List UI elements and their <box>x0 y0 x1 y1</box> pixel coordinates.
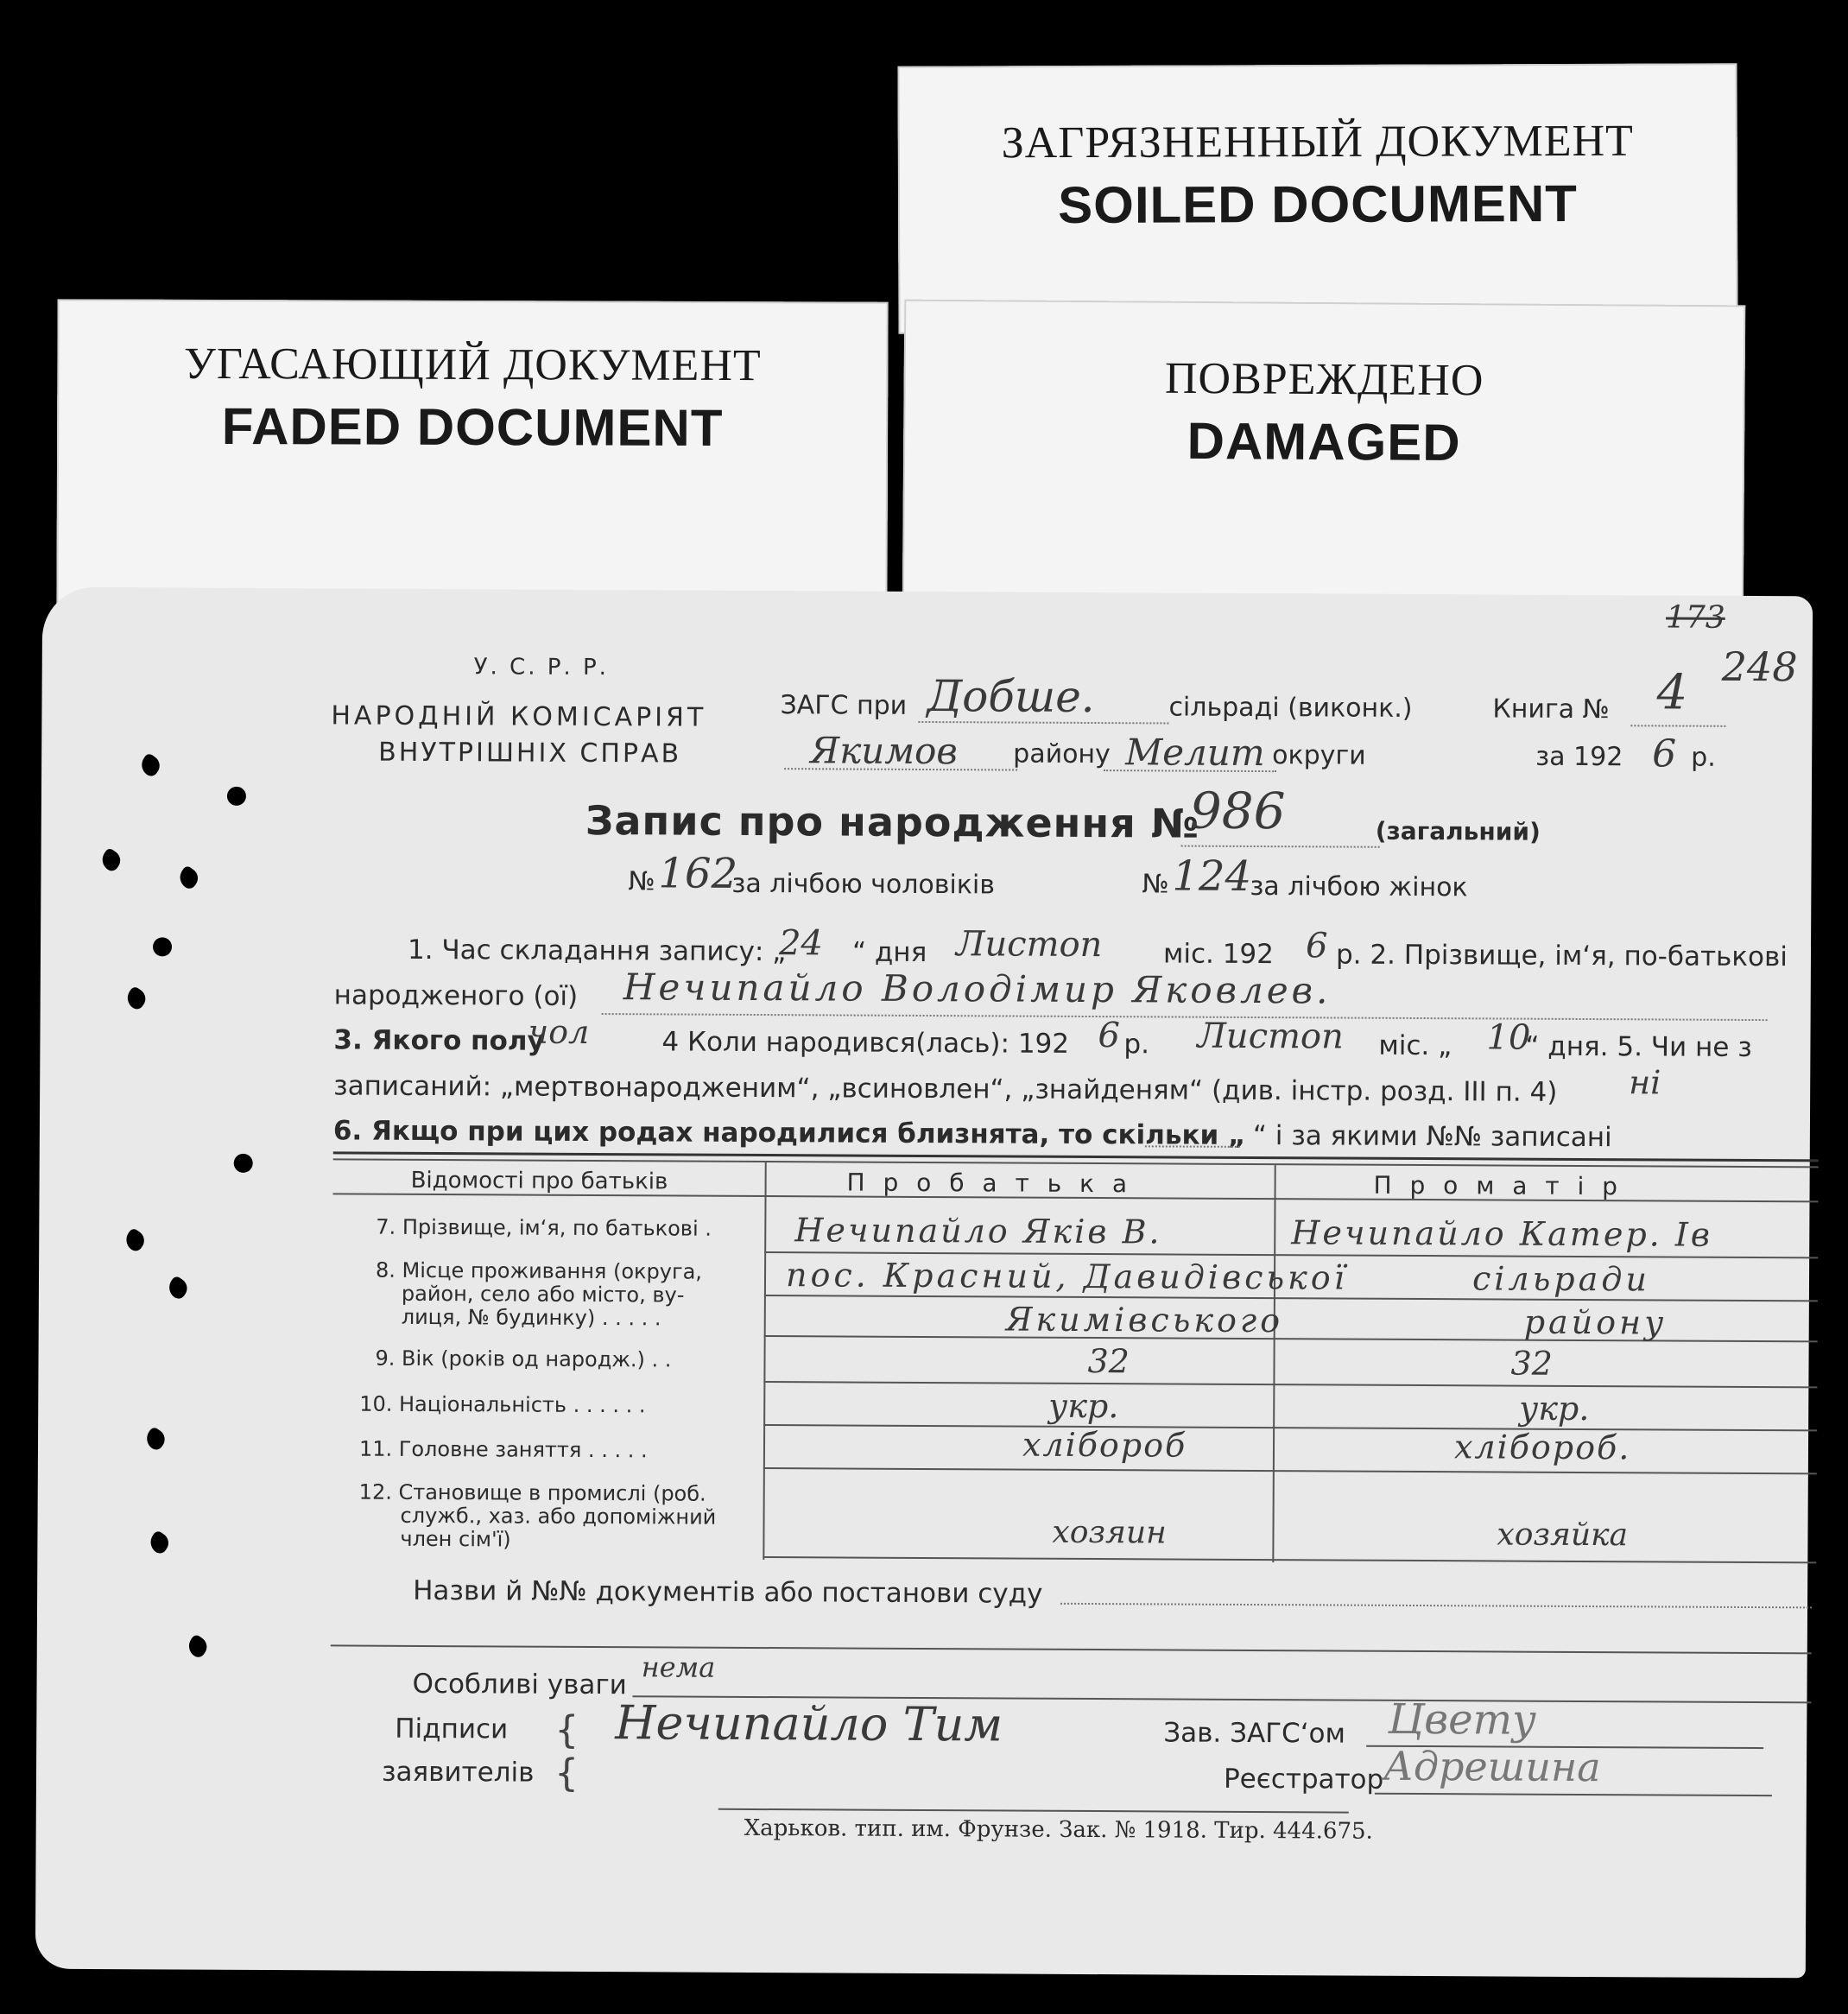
documents-blank <box>1060 1603 1812 1609</box>
father-residence-handwritten: пос. Красний, Давидівської <box>785 1256 1348 1297</box>
punch-hole <box>122 1227 149 1254</box>
punch-hole <box>227 787 246 806</box>
row-label-status-3: член сім'ї) <box>400 1526 511 1552</box>
signatures-label: Підписи <box>395 1713 509 1745</box>
male-count-handwritten: 162 <box>658 849 738 898</box>
documents-label: Назви й №№ документів або постанови суду <box>413 1574 1043 1610</box>
punch-hole <box>142 1426 169 1453</box>
soiled-document-label <box>897 63 1737 333</box>
zags-label: ЗАГС при <box>780 690 908 721</box>
father-name-handwritten: Нечипайло Яків В. <box>794 1211 1162 1251</box>
mother-nationality-handwritten: укр. <box>1519 1389 1590 1428</box>
table-header-father: П р о б а т ь к а <box>846 1168 1133 1199</box>
row-label-residence-2: район, село або місто, ву- <box>401 1281 685 1308</box>
birth-record-form <box>35 587 1813 1979</box>
archive-mark-top: 173 <box>1665 599 1725 636</box>
village-council-label: сільраді (виконк.) <box>1168 692 1413 724</box>
book-blank <box>1630 725 1725 727</box>
record-title: Запис про народження № <box>585 796 1200 847</box>
registration-type-handwritten: ні <box>1629 1063 1661 1102</box>
field-4-label: 4 Коли народився(лась): 192 <box>661 1026 1070 1060</box>
punch-hole <box>184 1633 211 1660</box>
punch-hole <box>137 752 164 779</box>
father-nationality-handwritten: укр. <box>1048 1386 1119 1426</box>
damaged-label-en: DAMAGED <box>1187 411 1461 472</box>
brace: { <box>554 1751 579 1796</box>
punch-hole <box>165 1275 192 1302</box>
row-rule <box>763 1381 1817 1388</box>
book-label: Книга № <box>1492 694 1610 725</box>
row-label-status-2: служб., хаз. або допоміжний <box>400 1503 717 1530</box>
row-label-residence: 8. Місце проживання (округа, <box>375 1257 703 1284</box>
birth-day-handwritten: 10 <box>1486 1017 1531 1058</box>
female-count-no: № <box>1142 869 1169 900</box>
punch-hole <box>146 1530 173 1556</box>
record-year-handwritten: 6 <box>1305 926 1328 966</box>
father-age-handwritten: 32 <box>1087 1341 1130 1381</box>
printer-rule <box>718 1808 1349 1814</box>
row-label-status: 12. Становище в промислі (роб. <box>358 1479 706 1506</box>
punch-hole <box>98 847 124 874</box>
newborn-blank <box>602 1013 1768 1021</box>
row-label-occupation: 11. Головне заняття . . . . . <box>358 1436 648 1463</box>
faded-label-ru: УГАСАЮЩИЙ ДОКУМЕНТ <box>183 339 762 391</box>
general-label: (загальний) <box>1375 816 1541 846</box>
newborn-label: народженого (ої) <box>333 979 579 1012</box>
okrug-label: округи <box>1272 740 1366 771</box>
mother-occupation-handwritten: хлібороб. <box>1453 1428 1631 1467</box>
table-col-divider-1 <box>763 1162 766 1560</box>
ussr-header: У. С. Р. Р. <box>473 654 610 681</box>
newborn-name-handwritten: Нечипайло Володімир Яковлев. <box>623 966 1332 1012</box>
book-number-handwritten: 4 <box>1656 664 1688 721</box>
father-occupation-handwritten: хлібороб <box>1022 1425 1187 1465</box>
table-col-divider-2 <box>1272 1165 1275 1562</box>
applicants-label: заявителів <box>381 1756 535 1789</box>
punch-hole <box>175 864 202 891</box>
zags-blank <box>918 721 1168 725</box>
twins-numbers-label: “ і за якими №№ записані <box>1252 1119 1612 1154</box>
row-rule <box>763 1467 1817 1474</box>
registrar-label: Реєстратор <box>1223 1763 1384 1796</box>
registration-type-label: записаний: „мертвонародженим“, „всиновлен“, „знайденям“ (див. інстр. розд. III п. 4) <box>333 1070 1558 1108</box>
birth-month-handwritten: Листоп <box>1197 1016 1344 1057</box>
birth-year-handwritten: 6 <box>1098 1016 1121 1056</box>
special-notes-label: Особливі уваги <box>412 1668 627 1701</box>
field-1-day: “ дня <box>851 936 927 969</box>
mother-age-handwritten: 32 <box>1510 1344 1553 1383</box>
brace: { <box>554 1707 579 1752</box>
zags-head-label: Зав. ЗАГС‘ом <box>1163 1717 1346 1750</box>
female-count-handwritten: 124 <box>1172 852 1252 901</box>
record-month-handwritten: Листоп <box>955 924 1103 966</box>
commissariat-header: НАРОДНІЙ КОМІСАРІЯТ <box>331 700 707 733</box>
birth-month-label: міс. „ <box>1378 1029 1452 1062</box>
record-day-handwritten: 24 <box>778 923 824 964</box>
field-3-label: 3. Якого полу <box>333 1024 545 1057</box>
male-count-no: № <box>628 866 655 897</box>
record-number-blank <box>1181 846 1380 848</box>
okrug-handwritten: Мелит <box>1125 731 1265 775</box>
year-label: за 192 <box>1535 741 1623 773</box>
year-handwritten: 6 <box>1652 732 1677 776</box>
table-header-parents: Відомості про батьків <box>410 1167 668 1195</box>
father-status-handwritten: хозяин <box>1052 1514 1167 1551</box>
archive-mark-number: 248 <box>1721 643 1798 691</box>
punch-hole <box>123 985 149 1012</box>
registrar-signature: Адрешина <box>1383 1742 1601 1791</box>
applicant-signature: Нечипайло Тим <box>615 1695 1003 1752</box>
record-number-handwritten: 986 <box>1189 781 1286 841</box>
female-count-label: за лічбою жінок <box>1250 871 1468 903</box>
sex-handwritten: чол <box>528 1012 590 1051</box>
row-label-name: 7. Прізвище, ім‘я, по батькові . <box>376 1214 712 1241</box>
mother-residence-handwritten: сільради <box>1471 1259 1651 1299</box>
birth-year-suffix: р. <box>1123 1029 1150 1061</box>
soiled-label-ru: ЗАГРЯЗНЕННЫЙ ДОКУМЕНТ <box>1001 116 1634 168</box>
male-count-label: за лічбою чоловіків <box>731 868 996 901</box>
father-district-handwritten: Якимівського <box>1005 1300 1284 1340</box>
printer-imprint: Харьков. тип. им. Фрунзе. Зак. № 1918. Тир. 444.675. <box>744 1814 1373 1845</box>
damaged-document-label <box>902 300 1746 625</box>
faded-document-label <box>56 299 888 623</box>
zags-head-signature: Цвету <box>1388 1694 1537 1745</box>
field-1-month: міс. 192 <box>1162 938 1275 971</box>
row-label-residence-3: лиця, № будинку) . . . . . <box>401 1304 661 1331</box>
mother-district-handwritten: району <box>1523 1302 1668 1342</box>
mother-name-handwritten: Нечипайло Катер. Ів <box>1291 1213 1713 1254</box>
field-5-label: “ дня. 5. Чи не з <box>1525 1030 1752 1064</box>
row-rule <box>763 1424 1817 1431</box>
field-2-label: р. 2. Прізвище, ім‘я, по-батькові <box>1335 939 1788 973</box>
mother-status-handwritten: хозяйка <box>1497 1517 1629 1554</box>
table-header-mother: П р о м а т і р <box>1373 1170 1623 1201</box>
field-6-label: 6. Якщо при цих родах народилися близнята, то скільки „ <box>332 1115 1246 1151</box>
district-handwritten: Якимов <box>810 729 958 773</box>
row-label-nationality: 10. Національність . . . . . . <box>359 1391 646 1418</box>
documents-blank-2 <box>331 1644 1812 1654</box>
special-notes-handwritten: нема <box>641 1650 716 1684</box>
internal-affairs-header: ВНУТРІШНІХ СПРАВ <box>378 737 682 770</box>
faded-label-en: FADED DOCUMENT <box>221 396 724 458</box>
punch-hole <box>234 1154 253 1173</box>
year-suffix: р. <box>1691 742 1716 773</box>
punch-hole <box>153 937 172 956</box>
registrar-blank <box>1375 1793 1772 1796</box>
damaged-label-ru: ПОВРЕЖДЕНО <box>1164 353 1484 406</box>
row-rule <box>763 1556 1816 1563</box>
soiled-label-en: SOILED DOCUMENT <box>1058 174 1578 235</box>
row-label-age: 9. Вік (років од народж.) . . <box>375 1346 672 1372</box>
zags-handwritten: Добше. <box>927 671 1095 723</box>
district-label: району <box>1013 738 1111 770</box>
field-1-label: 1. Час складання запису: „ <box>407 934 787 968</box>
